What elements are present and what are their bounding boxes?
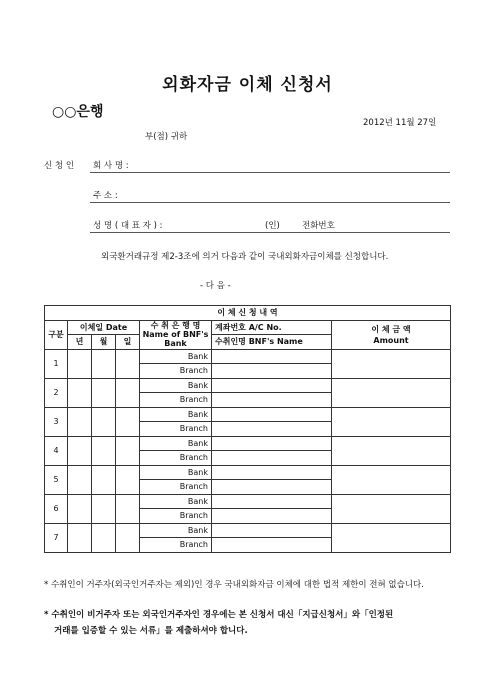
month-cell[interactable] xyxy=(92,494,116,523)
year-cell[interactable] xyxy=(68,494,92,523)
bank-name: ○○은행 xyxy=(52,104,104,120)
applicant-section-label: 신 청 인 xyxy=(44,161,75,171)
table-row xyxy=(45,436,451,451)
branch-word: Branch xyxy=(140,538,212,553)
amount-cell[interactable] xyxy=(332,407,451,436)
beneficiary-cell[interactable] xyxy=(212,364,332,379)
day-cell[interactable] xyxy=(116,465,140,494)
row-number: 3 xyxy=(45,407,68,436)
account-cell[interactable] xyxy=(212,494,332,509)
col-month: 월 xyxy=(92,335,116,350)
addressee: 부(점) 귀하 xyxy=(145,132,188,142)
account-cell[interactable] xyxy=(212,349,332,364)
table-row xyxy=(45,349,451,364)
month-cell[interactable] xyxy=(92,465,116,494)
beneficiary-cell[interactable] xyxy=(212,393,332,408)
account-cell[interactable] xyxy=(212,436,332,451)
month-cell[interactable] xyxy=(92,407,116,436)
statement-text: 외국환거래규정 제2-3조에 의거 다음과 같이 국내외화자금이체를 신청합니다. xyxy=(101,252,389,262)
beneficiary-cell[interactable] xyxy=(212,538,332,553)
account-cell[interactable] xyxy=(212,378,332,393)
row-number: 6 xyxy=(45,494,68,523)
row-number: 2 xyxy=(45,378,68,407)
col-bank xyxy=(140,320,212,349)
branch-word: Branch xyxy=(140,364,212,379)
col-date: 이체일 Date xyxy=(68,320,140,335)
representative-label: 성 명 ( 대 표 자 ) : xyxy=(93,221,163,231)
amount-cell[interactable] xyxy=(332,436,451,465)
row-number: 1 xyxy=(45,349,68,378)
col-bank-en: Name of BNF's Bank xyxy=(142,330,209,348)
beneficiary-cell[interactable] xyxy=(212,422,332,437)
col-amount-ko: 이 체 금 액 xyxy=(371,324,411,334)
col-year: 년 xyxy=(68,335,92,350)
year-cell[interactable] xyxy=(68,436,92,465)
branch-word: Branch xyxy=(140,509,212,524)
year-cell[interactable] xyxy=(68,378,92,407)
bank-word: Bank xyxy=(140,349,212,364)
application-date: 2012년 11월 27일 xyxy=(363,118,437,128)
beneficiary-cell[interactable] xyxy=(212,451,332,466)
table-row xyxy=(45,523,451,538)
branch-word: Branch xyxy=(140,451,212,466)
month-cell[interactable] xyxy=(92,349,116,378)
amount-cell[interactable] xyxy=(332,465,451,494)
bank-word: Bank xyxy=(140,494,212,509)
col-gubun: 구분 xyxy=(45,320,68,349)
address-field[interactable] xyxy=(90,202,450,203)
below-heading: - 다 음 - xyxy=(200,281,231,291)
bank-word: Bank xyxy=(140,465,212,480)
day-cell[interactable] xyxy=(116,523,140,552)
table-row xyxy=(45,465,451,480)
day-cell[interactable] xyxy=(116,407,140,436)
branch-word: Branch xyxy=(140,422,212,437)
month-cell[interactable] xyxy=(92,378,116,407)
day-cell[interactable] xyxy=(116,378,140,407)
year-cell[interactable] xyxy=(68,523,92,552)
bank-word: Bank xyxy=(140,523,212,538)
form-title: 외화자금 이체 신청서 xyxy=(162,75,333,95)
row-number: 7 xyxy=(45,523,68,552)
company-name-field[interactable] xyxy=(90,172,450,173)
month-cell[interactable] xyxy=(92,523,116,552)
row-number: 4 xyxy=(45,436,68,465)
col-day: 일 xyxy=(116,335,140,350)
amount-cell[interactable] xyxy=(332,494,451,523)
account-cell[interactable] xyxy=(212,523,332,538)
transfer-table xyxy=(44,305,451,553)
note-1: * 수취인이 거주자(외국인거주자는 제외)인 경우 국내외화자금 이체에 대한 법적 제한이 전혀 없습니다. xyxy=(44,580,424,590)
address-label: 주 소 : xyxy=(93,191,118,201)
col-name: 수취인명 BNF's Name xyxy=(212,335,332,350)
phone-label: 전화번호 xyxy=(302,221,335,231)
row-number: 5 xyxy=(45,465,68,494)
table-header-title: 이 체 신 청 내 역 xyxy=(45,306,451,321)
table-row xyxy=(45,494,451,509)
branch-word: Branch xyxy=(140,393,212,408)
col-account: 계좌번호 A/C No. xyxy=(212,320,332,335)
note-2-line-2: 거래를 입증할 수 있는 서류」를 제출하셔야 합니다. xyxy=(54,626,248,636)
bank-word: Bank xyxy=(140,378,212,393)
account-cell[interactable] xyxy=(212,407,332,422)
amount-cell[interactable] xyxy=(332,349,451,378)
amount-cell[interactable] xyxy=(332,523,451,552)
seal-label: (인) xyxy=(265,221,280,231)
bank-word: Bank xyxy=(140,436,212,451)
amount-cell[interactable] xyxy=(332,378,451,407)
branch-word: Branch xyxy=(140,480,212,495)
col-amount-en: Amount xyxy=(373,335,409,345)
beneficiary-cell[interactable] xyxy=(212,480,332,495)
note-2-line-1: * 수취인이 비거주자 또는 외국인거주자인 경우에는 본 신청서 대신「지급신청서」와「인정된 xyxy=(44,610,394,620)
account-cell[interactable] xyxy=(212,465,332,480)
month-cell[interactable] xyxy=(92,436,116,465)
day-cell[interactable] xyxy=(116,436,140,465)
table-row xyxy=(45,407,451,422)
day-cell[interactable] xyxy=(116,494,140,523)
col-amount xyxy=(332,320,451,349)
representative-field[interactable] xyxy=(90,232,450,233)
bank-word: Bank xyxy=(140,407,212,422)
day-cell[interactable] xyxy=(116,349,140,378)
col-bank-ko: 수 취 은 행 명 xyxy=(150,321,201,330)
year-cell[interactable] xyxy=(68,349,92,378)
year-cell[interactable] xyxy=(68,465,92,494)
company-name-label: 회 사 명 : xyxy=(93,161,129,171)
beneficiary-cell[interactable] xyxy=(212,509,332,524)
year-cell[interactable] xyxy=(68,407,92,436)
table-row xyxy=(45,378,451,393)
